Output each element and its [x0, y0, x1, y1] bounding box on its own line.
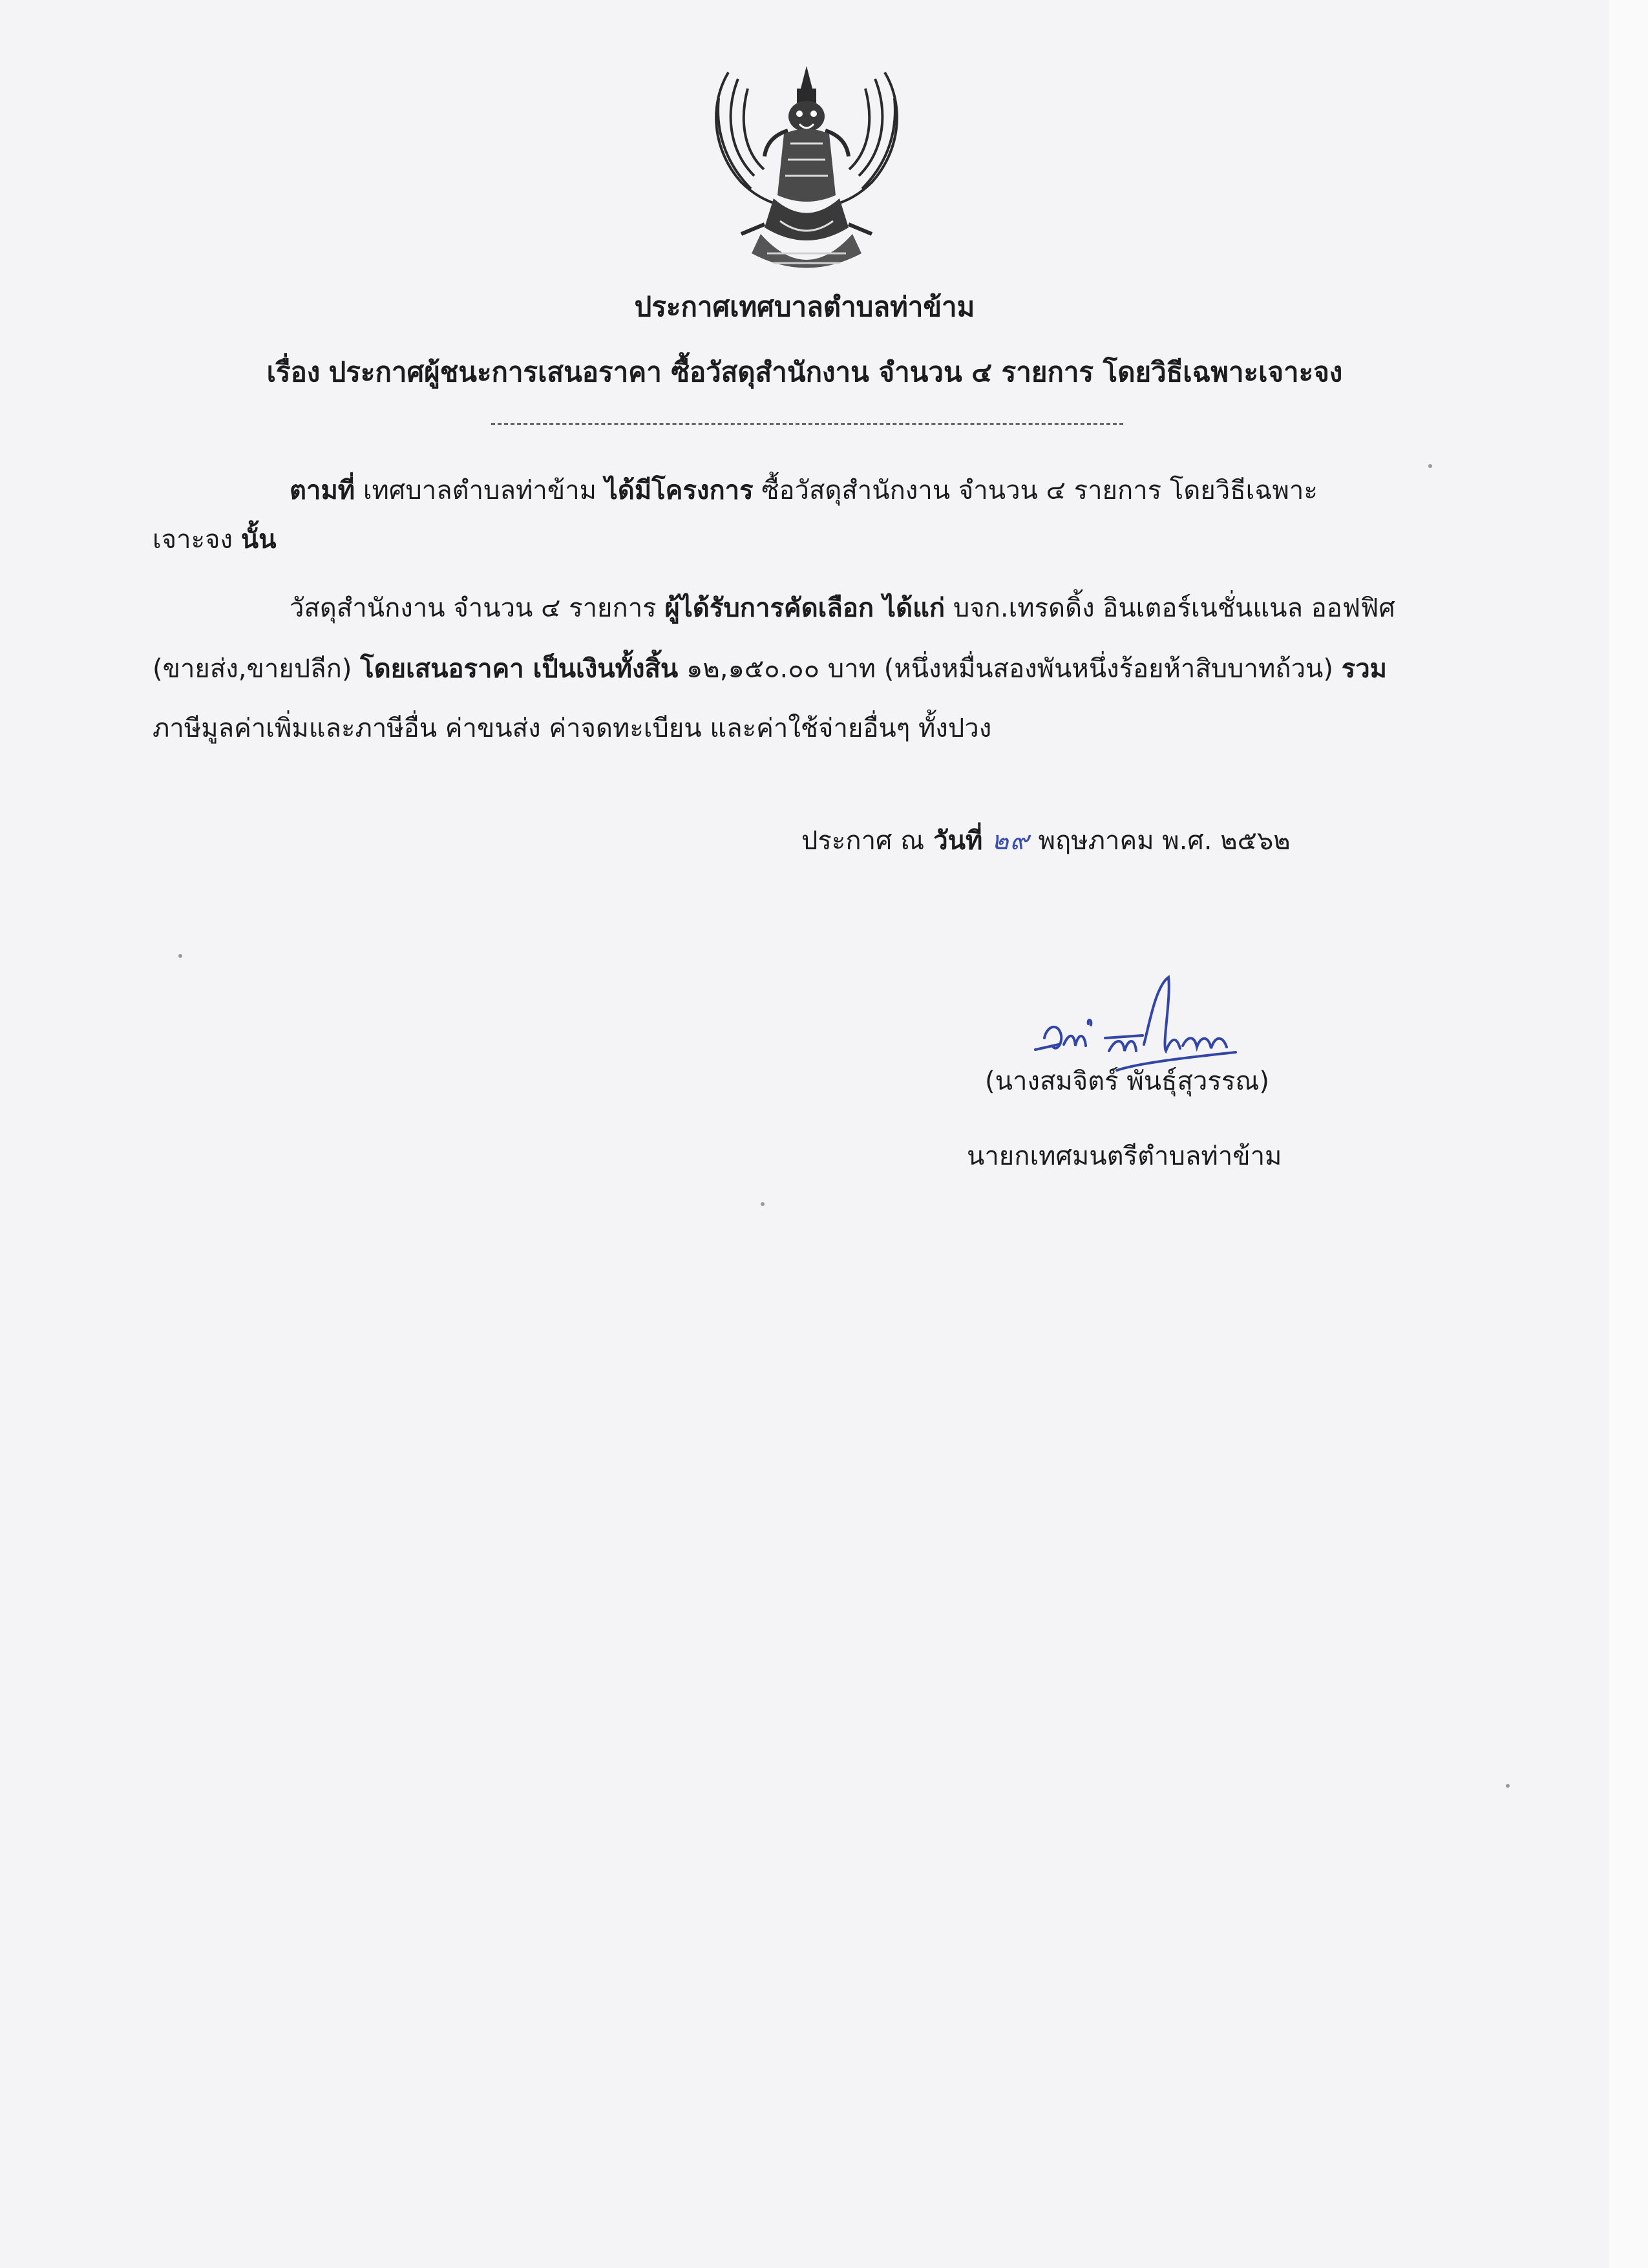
paragraph-1-phrase: ได้มีโครงการ: [604, 476, 754, 505]
subject-label: เรื่อง: [266, 356, 321, 388]
garuda-emblem-icon: [703, 59, 911, 286]
paragraph-2-line2-start: (ขายส่ง,ขายปลีก): [153, 654, 361, 684]
paragraph-1-end: นั้น: [240, 525, 277, 555]
paragraph-1-org: เทศบาลตำบลท่าข้าม: [355, 476, 605, 505]
signer-position: นายกเทศมนตรีตำบลท่าข้าม: [967, 1141, 1282, 1171]
separator-line: [491, 423, 1123, 425]
scan-speck: [1506, 1784, 1510, 1788]
paragraph-2-incl: รวม: [1341, 654, 1388, 684]
date-prefix: ประกาศ ณ: [801, 826, 925, 856]
paragraph-1-line-2: [153, 518, 276, 560]
paragraph-1-line-1: [290, 469, 1318, 511]
paragraph-2-line3-text: ภาษีมูลค่าเพิ่มและภาษีอื่น ค่าขนส่ง ค่าจดทะเบียน และค่าใช้จ่ายอื่นๆ ทั้งปวง: [153, 714, 992, 743]
announcement-subject: [0, 351, 1609, 394]
subject-text: ประกาศผู้ชนะการเสนอราคา ซื้อวัสดุสำนักงาน จำนวน ๔ รายการ โดยวิธีเฉพาะเจาะจง: [328, 356, 1343, 388]
paragraph-1-rest: ซื้อวัสดุสำนักงาน จำนวน ๔ รายการ โดยวิธีเฉพาะ: [753, 476, 1318, 505]
announcement-date: [801, 820, 1291, 861]
paragraph-2-line-2: [153, 648, 1387, 689]
announcement-title: ประกาศเทศบาลตำบลท่าข้าม: [634, 291, 975, 323]
paragraph-2-start: วัสดุสำนักงาน จำนวน ๔ รายการ: [290, 593, 665, 623]
scan-speck: [1428, 464, 1432, 468]
paragraph-2-company: บจก.เทรดดิ้ง อินเตอร์เนชั่นแนล ออฟฟิศ: [945, 593, 1395, 623]
paragraph-2-offer: โดยเสนอราคา เป็นเงินทั้งสิ้น: [360, 654, 679, 684]
date-month-year: พฤษภาคม พ.ศ. ๒๕๖๒: [1030, 826, 1291, 856]
date-label: วันที่: [924, 826, 992, 856]
signer-name: (นางสมจิตร์ พันธุ์สุวรรณ): [985, 1066, 1270, 1096]
scan-speck: [761, 1202, 765, 1206]
paragraph-2-line-3: [153, 707, 991, 748]
paragraph-2-amount: ๑๒,๑๕๐.๐๐ บาท (หนึ่งหมื่นสองพันหนึ่งร้อยห้าสิบบาทถ้วน): [678, 654, 1342, 684]
date-day-handwritten: ๒๙: [991, 826, 1030, 856]
paragraph-2-line-1: [290, 587, 1395, 628]
paragraph-2-selected: ผู้ได้รับการคัดเลือก ได้แก่: [664, 593, 945, 623]
paragraph-1-lead: ตามที่: [290, 476, 355, 505]
paragraph-1-line2-text: เจาะจง: [153, 525, 241, 555]
scan-speck: [178, 954, 182, 958]
scan-edge: [1609, 0, 1648, 2268]
